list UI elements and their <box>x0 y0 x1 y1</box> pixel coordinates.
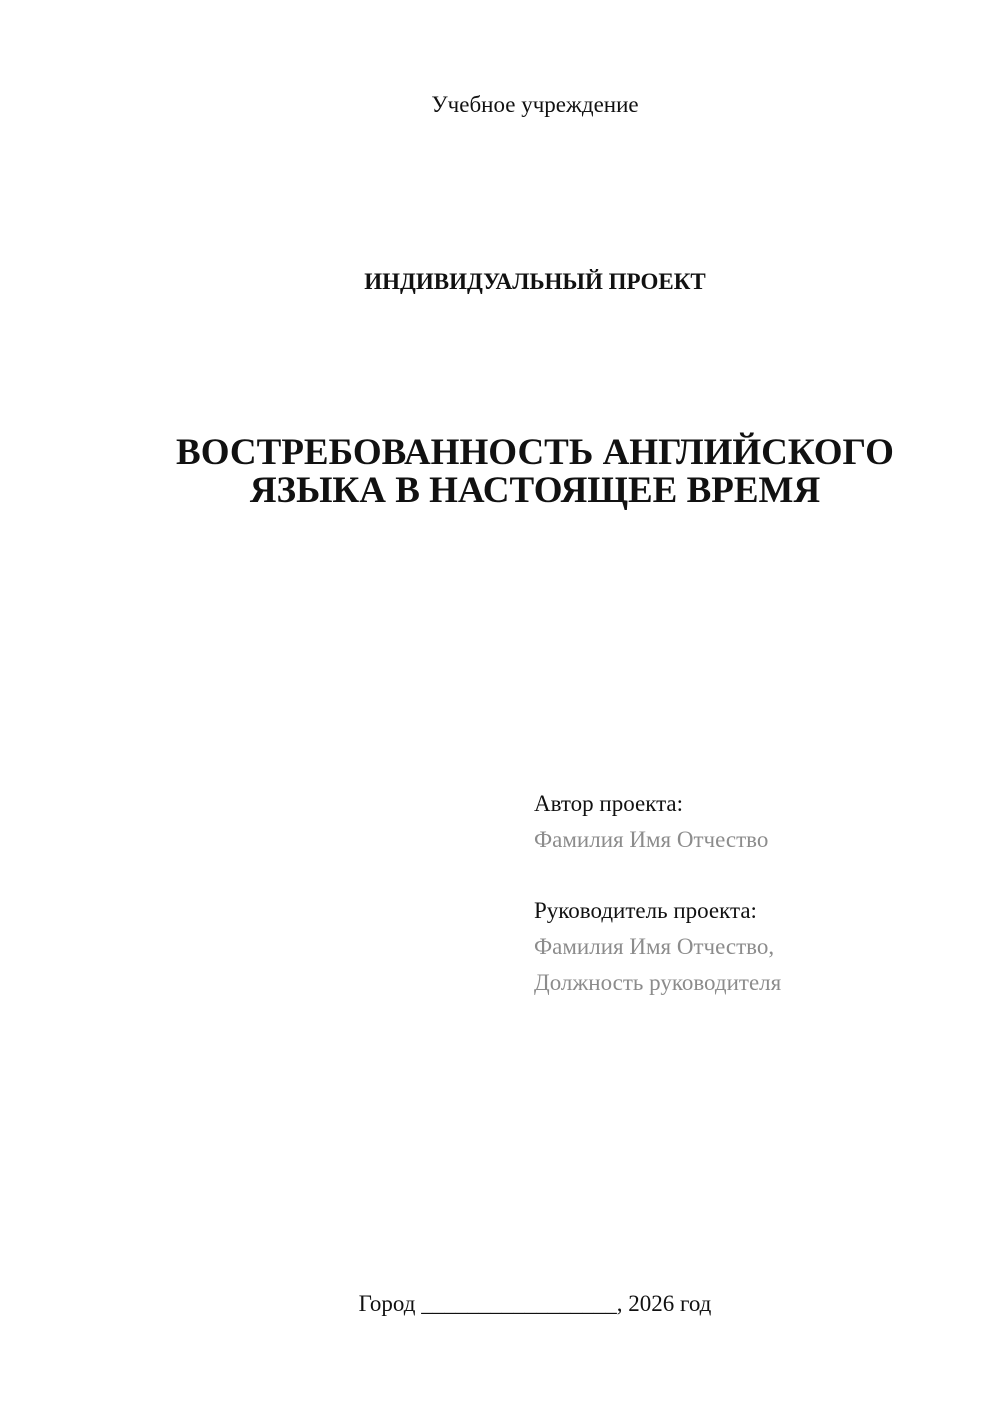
project-type-heading: ИНДИВИДУАЛЬНЫЙ ПРОЕКТ <box>364 269 706 294</box>
project-title-line-2: ЯЗЫКА В НАСТОЯЩЕЕ ВРЕМЯ <box>249 470 821 511</box>
supervisor-name: Фамилия Имя Отчество, <box>534 934 775 959</box>
supervisor-label: Руководитель проекта: <box>534 898 757 923</box>
author-label: Автор проекта: <box>534 791 683 816</box>
author-block <box>534 786 974 858</box>
city-year-footer: Город _________________, 2026 год <box>358 1291 712 1316</box>
supervisor-position: Должность руководителя <box>534 970 782 995</box>
supervisor-block <box>534 893 974 1001</box>
project-title <box>70 434 1000 510</box>
author-name: Фамилия Имя Отчество <box>534 827 769 852</box>
project-title-line-1: ВОСТРЕБОВАННОСТЬ АНГЛИЙСКОГО <box>176 432 894 473</box>
institution-name: Учебное учреждение <box>431 92 639 117</box>
